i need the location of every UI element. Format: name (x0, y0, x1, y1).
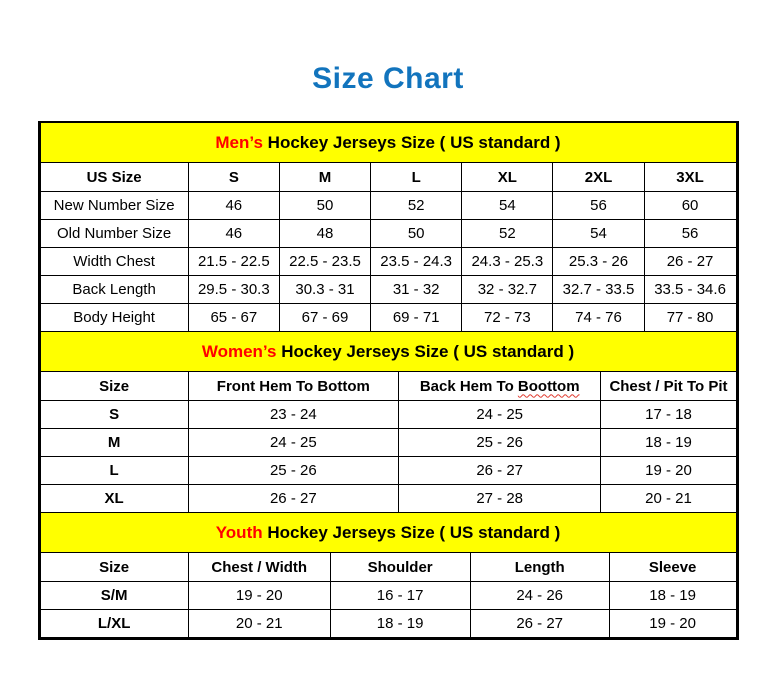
womens-header-row (40, 372, 736, 401)
table-cell: 16 - 17 (330, 582, 470, 610)
youth-row-lxl (40, 610, 736, 638)
womens-col-header-size: Size (40, 372, 188, 401)
table-cell: 21.5 - 22.5 (188, 248, 279, 276)
row-label: L (40, 457, 188, 485)
table-cell: 48 (279, 220, 370, 248)
table-cell: 24 - 26 (470, 582, 609, 610)
table-cell: 23 - 24 (188, 401, 398, 429)
youth-col-header-size: Size (40, 553, 188, 582)
youth-row-sm (40, 582, 736, 610)
mens-row-body-height (40, 304, 736, 332)
table-cell: 77 - 80 (644, 304, 736, 332)
mens-header-row (40, 163, 736, 192)
womens-size-table (40, 332, 737, 513)
row-label: New Number Size (40, 192, 188, 220)
youth-col-header-chest-width: Chest / Width (188, 553, 330, 582)
womens-row-l (40, 457, 736, 485)
youth-col-header-sleeve: Sleeve (609, 553, 736, 582)
back-hem-prefix: Back Hem To (419, 377, 514, 395)
table-cell: 69 - 71 (371, 304, 462, 332)
womens-row-m (40, 429, 736, 457)
mens-caption-highlight: Men’s (215, 132, 263, 152)
table-cell: 54 (553, 220, 644, 248)
table-cell: 27 - 28 (398, 485, 601, 513)
womens-col-header-back-hem (398, 372, 601, 401)
table-cell: 52 (462, 220, 553, 248)
mens-row-back-length (40, 276, 736, 304)
table-cell: 24.3 - 25.3 (462, 248, 553, 276)
womens-col-header-chest: Chest / Pit To Pit (601, 372, 736, 401)
table-cell: 60 (644, 192, 736, 220)
mens-caption-row (40, 123, 736, 163)
youth-header-row (40, 553, 736, 582)
mens-size-table (40, 123, 737, 332)
mens-row-new-number-size (40, 192, 736, 220)
row-label: Body Height (40, 304, 188, 332)
womens-col-header-front-hem: Front Hem To Bottom (188, 372, 398, 401)
youth-caption-highlight: Youth (215, 522, 263, 542)
table-cell: 26 - 27 (470, 610, 609, 638)
mens-caption-rest: Hockey Jerseys Size ( US standard ) (267, 132, 561, 152)
table-cell: 20 - 21 (601, 485, 736, 513)
table-cell: 32.7 - 33.5 (553, 276, 644, 304)
back-hem-misspelled-word: Boottom (517, 377, 580, 395)
table-cell: 17 - 18 (601, 401, 736, 429)
table-cell: 72 - 73 (462, 304, 553, 332)
table-cell: 46 (188, 220, 279, 248)
row-label: Width Chest (40, 248, 188, 276)
row-label: M (40, 429, 188, 457)
table-cell: 26 - 27 (188, 485, 398, 513)
row-label: Old Number Size (40, 220, 188, 248)
mens-col-header-l: L (371, 163, 462, 192)
table-cell: 22.5 - 23.5 (279, 248, 370, 276)
youth-table-caption (40, 513, 736, 553)
youth-caption-row (40, 513, 736, 553)
table-cell: 26 - 27 (644, 248, 736, 276)
mens-col-header-m: M (279, 163, 370, 192)
table-cell: 18 - 19 (601, 429, 736, 457)
table-cell: 52 (371, 192, 462, 220)
table-cell: 18 - 19 (609, 582, 736, 610)
mens-col-header-s: S (188, 163, 279, 192)
table-cell: 26 - 27 (398, 457, 601, 485)
womens-row-s (40, 401, 736, 429)
table-cell: 19 - 20 (601, 457, 736, 485)
womens-caption-rest: Hockey Jerseys Size ( US standard ) (281, 341, 575, 361)
mens-col-header-us-size: US Size (40, 163, 188, 192)
youth-col-header-shoulder: Shoulder (330, 553, 470, 582)
table-cell: 74 - 76 (553, 304, 644, 332)
table-cell: 19 - 20 (609, 610, 736, 638)
table-cell: 31 - 32 (371, 276, 462, 304)
table-cell: 56 (644, 220, 736, 248)
row-label: S (40, 401, 188, 429)
womens-caption-row (40, 332, 736, 372)
mens-col-header-2xl: 2XL (553, 163, 644, 192)
table-cell: 33.5 - 34.6 (644, 276, 736, 304)
mens-col-header-xl: XL (462, 163, 553, 192)
table-cell: 50 (371, 220, 462, 248)
mens-row-width-chest (40, 248, 736, 276)
table-cell: 29.5 - 30.3 (188, 276, 279, 304)
table-cell: 25.3 - 26 (553, 248, 644, 276)
youth-caption-rest: Hockey Jerseys Size ( US standard ) (267, 522, 561, 542)
row-label: L/XL (40, 610, 188, 638)
mens-table-caption (40, 123, 736, 163)
page-title: Size Chart (312, 62, 464, 95)
womens-table-caption (40, 332, 736, 372)
youth-size-table (40, 513, 737, 638)
table-cell: 32 - 32.7 (462, 276, 553, 304)
womens-caption-highlight: Women’s (201, 341, 277, 361)
row-label: Back Length (40, 276, 188, 304)
table-cell: 25 - 26 (188, 457, 398, 485)
row-label: S/M (40, 582, 188, 610)
table-cell: 50 (279, 192, 370, 220)
table-cell: 67 - 69 (279, 304, 370, 332)
row-label: XL (40, 485, 188, 513)
table-cell: 65 - 67 (188, 304, 279, 332)
mens-row-old-number-size (40, 220, 736, 248)
table-cell: 24 - 25 (398, 401, 601, 429)
table-cell: 19 - 20 (188, 582, 330, 610)
table-cell: 20 - 21 (188, 610, 330, 638)
table-cell: 25 - 26 (398, 429, 601, 457)
table-cell: 54 (462, 192, 553, 220)
table-cell: 30.3 - 31 (279, 276, 370, 304)
table-cell: 46 (188, 192, 279, 220)
table-cell: 18 - 19 (330, 610, 470, 638)
mens-col-header-3xl: 3XL (644, 163, 736, 192)
table-cell: 23.5 - 24.3 (371, 248, 462, 276)
youth-col-header-length: Length (470, 553, 609, 582)
table-cell: 24 - 25 (188, 429, 398, 457)
table-cell: 56 (553, 192, 644, 220)
size-chart-tables (38, 121, 739, 640)
womens-row-xl (40, 485, 736, 513)
